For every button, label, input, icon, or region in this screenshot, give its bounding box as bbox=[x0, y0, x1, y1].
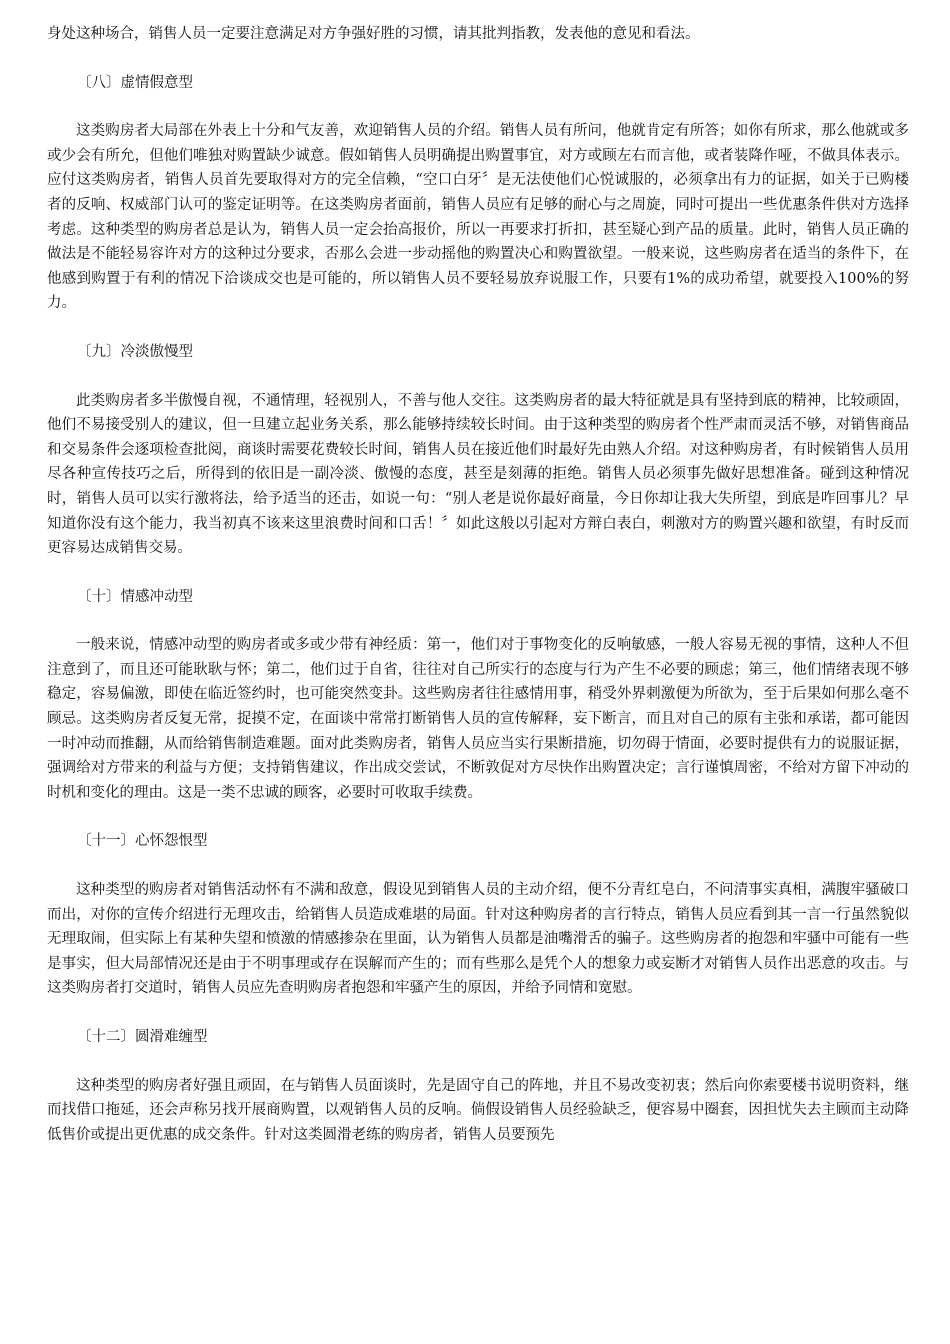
paragraph-section-10: 一般来说，情感冲动型的购房者或多或少带有神经质：第一，他们对于事物变化的反响敏感，一般人容易无视的事情，这种人不但注意到了，而且还可能耿耿与怀；第二，他们过于自省，往往对自己所实行的态度与行为产生不必要的顾虑；第三，他们情绪表现不够稳定，容易偏激，即使在临近签约时，也可能突然变卦。这些购房者往往感情用事，稍受外界刺激便为所欲为，至于后果如何那么毫不顾忌。这类购房者反复无常，捉摸不定，在面谈中常常打断销售人员的宣传解释，妄下断言，而且对自己的原有主张和承诺，都可能因一时冲动而推翻，从而给销售制造难题。面对此类购房者，销售人员应当实行果断措施，切勿碍于情面，必要时提供有力的说服证据，强调给对方带来的利益与方便；支持销售建议，作出成交尝试，不断敦促对方尽快作出购置决定；言行谨慎周密，不给对方留下冲动的时机和变化的理由。这是一类不忠诚的顾客，必要时可收取手续费。 bbox=[47, 637, 909, 801]
paragraph-section-8: 这类购房者大局部在外表上十分和气友善，欢迎销售人员的介绍。销售人员有所问，他就肯定有所答；如你有所求，那么他就或多或少会有所允，但他们唯独对购置缺少诚意。假如销售人员明确提出购置事宜，对方或顾左右而言他，或者装降作哑，不做具体表示。应付这类购房者，销售人员首先要取得对方的完全信赖，“空口白牙〞是无法使他们心悦诚服的，必须拿出有力的证据，如关于已购楼者的反响、权威部门认可的鉴定证明等。在这类购房者面前，销售人员应有足够的耐心与之周旋，同时可提出一些优惠条件供对方选择考虑。这种类型的购房者总是认为，销售人员一定会抬高报价，所以一再要求打折扣，甚至疑心到产品的质量。此时，销售人员正确的做法是不能轻易容许对方的这种过分要求，否那么会进一步动摇他的购置决心和购置欲望。一般来说，这些购房者在适当的条件下，在他感到购置于有利的情况下洽谈成交也是可能的，所以销售人员不要轻易放弃说服工作，只要有1%的成功希望，就要投入100%的努力。 bbox=[47, 123, 909, 312]
paragraph-intro: 身处这种场合，销售人员一定要注意满足对方争强好胜的习惯，请其批判指教，发表他的意见和看法。 bbox=[47, 26, 700, 42]
section-heading-10: 〔十〕情感冲动型 bbox=[77, 588, 193, 605]
document-page bbox=[47, 22, 909, 1171]
paragraph-section-9: 此类购房者多半傲慢自视，不通情理，轻视别人，不善与他人交往。这类购房者的最大特征就是具有坚持到底的精神，比较顽固，他们不易接受别人的建议，但一旦建立起业务关系，那么能够持续较长时间。由于这种类型的购房者个性严肃而灵活不够，对销售商品和交易条件会逐项检查批阅，商谈时需要花费较长时间，销售人员在接近他们时最好先由熟人介绍。对这种购房者，有时候销售人员用尽各种宣传技巧之后，所得到的依旧是一副冷淡、傲慢的态度，甚至是刻薄的拒绝。销售人员必须事先做好思想准备。碰到这种情况时，销售人员可以实行激将法，给予适当的还击，如说一句：“别人老是说你最好商量，今日你却让我大失所望，到底是咋回事儿？早知道你没有这个能力，我当初真不该来这里浪费时间和口舌！〞如此这般以引起对方辩白表白，刺激对方的购置兴趣和欲望，有时反而更容易达成销售交易。 bbox=[47, 392, 909, 557]
section-heading-8: 〔八〕虚情假意型 bbox=[77, 74, 193, 91]
section-heading-12: 〔十二〕圆滑难缠型 bbox=[77, 1029, 208, 1045]
paragraph-section-12: 这种类型的购房者好强且顽固，在与销售人员面谈时，先是固守自己的阵地，并且不易改变初衷；然后向你索要楼书说明资料，继而找借口拖延，还会声称另找开展商购置，以观销售人员的反响。倘假设销售人员经验缺乏，便容易中圈套，因担忧失去主顾而主动降低售价或提出更优惠的成交条件。针对这类圆滑老练的购房者，销售人员要预先 bbox=[47, 1077, 909, 1143]
section-heading-11: 〔十一〕心怀怨恨型 bbox=[77, 833, 208, 850]
paragraph-section-11: 这种类型的购房者对销售活动怀有不满和敌意，假设见到销售人员的主动介绍，便不分青红皂白，不问清事实真相，满腹牢骚破口而出，对你的宣传介绍进行无理攻击，给销售人员造成难堪的局面。针对这种购房者的言行特点，销售人员应看到其一言一行虽然貌似无理取闹，但实际上有某种失望和愤激的情感掺杂在里面，认为销售人员都是油嘴滑舌的骗子。这些购房者的抱怨和牢骚中可能有一些是事实，但大局部情况还是由于不明事理或存在误解而产生的；而有些那么是凭个人的想象力或妄断才对销售人员作出恶意的攻击。与这类购房者打交道时，销售人员应先查明购房者抱怨和牢骚产生的原因，并给予同情和宽慰。 bbox=[47, 882, 909, 997]
section-heading-9: 〔九〕冷淡傲慢型 bbox=[77, 343, 193, 360]
